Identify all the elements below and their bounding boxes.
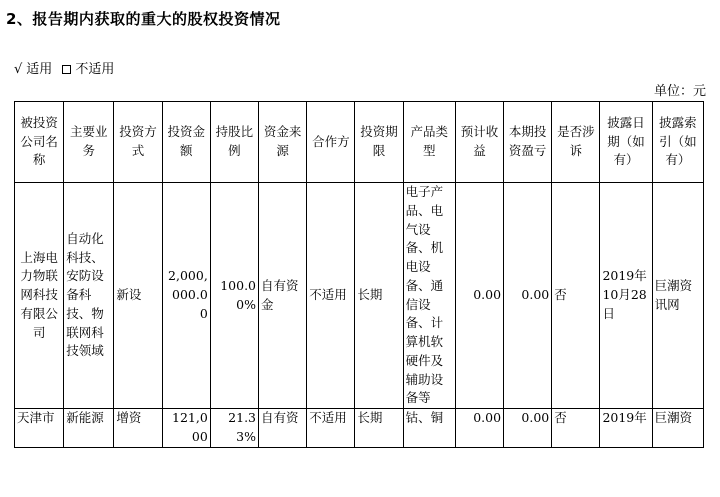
- share-ratio-cell: 21.33%: [210, 409, 258, 448]
- amount-cell: 2,000,000.00: [162, 183, 210, 409]
- profit-loss-cell: 0.00: [504, 183, 552, 409]
- company-name-cell: 上海电力物联网科技有限公司: [15, 183, 64, 409]
- header-cell: 投资期限: [355, 102, 403, 183]
- header-cell: 披露日期（如有）: [600, 102, 652, 183]
- header-cell: 产品类型: [403, 102, 455, 183]
- header-cell: 资金来源: [259, 102, 307, 183]
- disclosure-index-cell: 巨潮资讯网: [652, 183, 703, 409]
- amount-cell: 121,000: [162, 409, 210, 448]
- header-cell: 是否涉诉: [552, 102, 600, 183]
- expected-return-cell: 0.00: [455, 409, 503, 448]
- header-cell: 披露索引（如有）: [652, 102, 703, 183]
- expected-return-cell: 0.00: [455, 183, 503, 409]
- company-name-cell: 天津市: [15, 409, 64, 448]
- product-type-cell: 钴、铜: [403, 409, 455, 448]
- partner-cell: 不适用: [307, 409, 355, 448]
- table-row: [15, 409, 704, 448]
- header-cell: 本期投资盈亏: [504, 102, 552, 183]
- checkbox-icon: [62, 65, 71, 74]
- not-applicable-label: 不适用: [75, 62, 115, 77]
- partner-cell: 不适用: [307, 183, 355, 409]
- disclosure-date-cell: 2019年: [600, 409, 652, 448]
- method-cell: 增资: [114, 409, 162, 448]
- unit-label: 单位：元: [653, 84, 706, 99]
- header-cell: 主要业务: [64, 102, 114, 183]
- share-ratio-cell: 100.00%: [210, 183, 258, 409]
- checkmark-icon: √: [14, 62, 23, 77]
- header-cell: 投资金额: [162, 102, 210, 183]
- term-cell: 长期: [355, 183, 403, 409]
- table-row: [15, 183, 704, 409]
- profit-loss-cell: 0.00: [504, 409, 552, 448]
- fund-source-cell: 自有资: [259, 409, 307, 448]
- header-cell: 被投资公司名称: [15, 102, 64, 183]
- litigation-cell: 否: [552, 409, 600, 448]
- applicability-line: [14, 58, 118, 77]
- applicable-label: 适用: [26, 62, 53, 77]
- fund-source-cell: 自有资金: [259, 183, 307, 409]
- disclosure-index-cell: 巨潮资: [652, 409, 703, 448]
- business-cell: 自动化科技、安防设备科技、物联网科技领域: [64, 183, 114, 409]
- header-cell: 合作方: [307, 102, 355, 183]
- table-header-row: [15, 102, 704, 183]
- header-cell: 投资方式: [114, 102, 162, 183]
- equity-investment-table: [14, 101, 704, 448]
- header-cell: 持股比例: [210, 102, 258, 183]
- term-cell: 长期: [355, 409, 403, 448]
- business-cell: 新能源: [64, 409, 114, 448]
- header-cell: 预计收益: [455, 102, 503, 183]
- product-type-cell: 电子产品、电气设备、机电设备、通信设备、计算机软硬件及辅助设备等: [403, 183, 455, 409]
- litigation-cell: 否: [552, 183, 600, 409]
- method-cell: 新设: [114, 183, 162, 409]
- section-heading: 2、报告期内获取的重大的股权投资情况: [6, 10, 281, 28]
- disclosure-date-cell: 2019年10月28日: [600, 183, 652, 409]
